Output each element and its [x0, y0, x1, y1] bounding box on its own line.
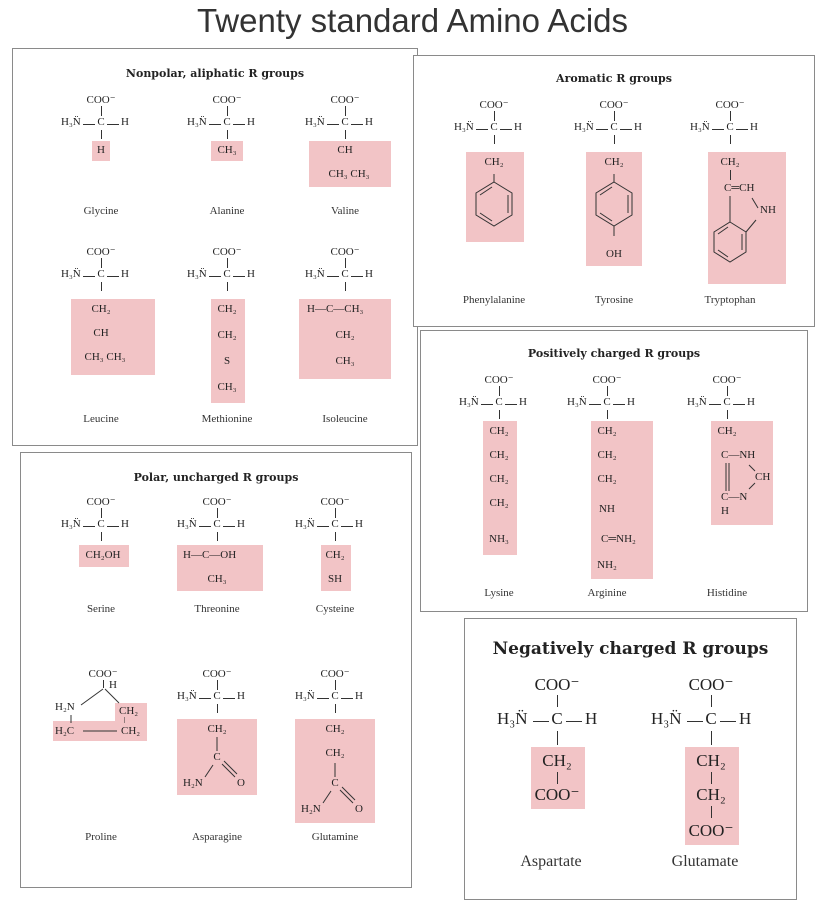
acid-name: Arginine	[587, 587, 627, 599]
carboxylate: COO⁻	[86, 246, 116, 258]
carboxylate: COO⁻	[212, 94, 242, 106]
r-group-atom: O	[237, 777, 245, 789]
alpha-hydrogen: H	[739, 709, 752, 728]
alpha-carbon: C	[223, 268, 231, 280]
carboxylate: COO⁻	[330, 94, 360, 106]
alpha-hydrogen: H	[109, 679, 117, 691]
r-group-atom: H₂N	[55, 701, 75, 713]
alpha-hydrogen: H	[519, 396, 527, 408]
r-group-atom: CH₂	[489, 473, 509, 485]
amino-acid-histidine	[667, 373, 787, 599]
r-group-atom: C═NH₂	[601, 533, 636, 545]
r-group-atom: C—N	[721, 491, 748, 503]
imidazole-ring	[723, 461, 763, 495]
acid-name: Asparagine	[191, 831, 243, 843]
carboxylate: COO⁻	[86, 496, 116, 508]
acid-name: Isoleucine	[322, 413, 368, 425]
r-group-atom: CH₂	[717, 425, 737, 437]
alpha-carbon: C	[213, 518, 221, 530]
r-group-atom: CH₂	[335, 329, 355, 341]
alpha-hydrogen: H	[237, 518, 245, 530]
amino-group: H₃N̈	[187, 116, 207, 128]
r-group-atom: CH₂	[217, 329, 237, 341]
r-group-atom: H₂N	[301, 803, 321, 815]
amino-group: H₃N̈	[295, 518, 315, 530]
alpha-carbon: C	[723, 396, 731, 408]
r-group-atom: CH₂	[325, 549, 345, 561]
r-group-atom: CH₂	[696, 751, 726, 770]
alpha-carbon: C	[610, 121, 618, 133]
r-group-atom: CH₂	[91, 303, 111, 315]
r-group-atom: CH₂	[489, 497, 509, 509]
amino-group: H₃N̈	[61, 518, 81, 530]
carboxylate: COO⁻	[688, 675, 734, 694]
alpha-carbon: C	[97, 268, 105, 280]
r-group-atom: CH₂	[489, 449, 509, 461]
r-group-atom: CH₃	[335, 355, 355, 367]
acid-name: Cysteine	[315, 603, 355, 615]
r-group-atom: C—NH	[721, 449, 756, 461]
amino-group: H₃N̈	[651, 709, 682, 728]
alpha-carbon: C	[341, 268, 349, 280]
alpha-hydrogen: H	[365, 268, 373, 280]
acid-name: Glutamine	[311, 831, 359, 843]
r-group-atom: C	[213, 751, 221, 763]
r-group-atom: CH₃	[217, 144, 237, 156]
acid-name: Valine	[330, 205, 360, 217]
carboxylate: COO⁻	[202, 668, 232, 680]
r-group-atom: S	[223, 355, 231, 367]
amino-group: H₃N̈	[305, 268, 325, 280]
alpha-carbon: C	[97, 518, 105, 530]
r-group-atom: CH₃	[217, 381, 237, 393]
r-group-atom: H—C—CH₃	[307, 303, 364, 315]
pyrrolidine-ring	[65, 685, 125, 735]
amino-group: H₃N̈	[295, 690, 315, 702]
alpha-carbon: C	[551, 709, 563, 728]
alpha-hydrogen: H	[747, 396, 755, 408]
r-group-atom: CH₃ CH₃	[84, 351, 126, 363]
acid-name: Proline	[85, 831, 117, 843]
alpha-hydrogen: H	[121, 268, 129, 280]
r-group-atom: CH₂	[597, 449, 617, 461]
r-group-atom: CH₂	[720, 156, 740, 168]
r-group-atom: OH	[606, 248, 622, 260]
amino-group: H₃N̈	[61, 116, 81, 128]
alpha-hydrogen: H	[121, 518, 129, 530]
alpha-carbon: C	[213, 690, 221, 702]
amino-group: H₃N̈	[61, 268, 81, 280]
r-group-atom: H	[721, 505, 729, 517]
amide-bonds	[315, 763, 359, 807]
r-group-atom: CH₂	[597, 425, 617, 437]
amino-acid-glutamine	[275, 667, 395, 857]
amino-acid-serine	[41, 495, 161, 685]
r-group-atom: CH₂	[325, 723, 345, 735]
carboxylate: COO⁻	[599, 99, 629, 111]
r-group-atom: CH	[337, 144, 353, 156]
r-group-atom: CH₂	[207, 723, 227, 735]
acid-name: Serine	[86, 603, 116, 615]
alpha-hydrogen: H	[585, 709, 598, 728]
amide-bonds	[197, 737, 241, 781]
page-title: Twenty standard Amino Acids	[196, 2, 629, 39]
amino-acid-glutamate	[625, 675, 785, 870]
r-group-atom: CH₂	[489, 425, 509, 437]
r-group-atom: COO⁻	[534, 785, 580, 804]
amino-acid-phenylalanine	[434, 98, 554, 306]
acid-name: Phenylalanine	[462, 294, 526, 306]
amino-group: H₃N̈	[177, 518, 197, 530]
r-group-atom: NH	[760, 204, 776, 216]
alpha-hydrogen: H	[247, 116, 255, 128]
r-group-atom: COO⁻	[688, 821, 734, 840]
amino-group: H₃N̈	[459, 396, 479, 408]
acid-name: Tryptophan	[704, 294, 756, 306]
amino-acid-proline	[41, 667, 161, 857]
alpha-hydrogen: H	[355, 518, 363, 530]
carboxylate: COO⁻	[715, 99, 745, 111]
alpha-hydrogen: H	[355, 690, 363, 702]
acid-name: Glutamate	[671, 853, 739, 870]
panel-negative	[464, 618, 797, 900]
r-group-atom: CH₂	[217, 303, 237, 315]
r-group-atom: H₂N	[183, 777, 203, 789]
r-group-atom: H	[97, 144, 105, 156]
amino-acid-leucine	[41, 245, 161, 435]
alpha-hydrogen: H	[627, 396, 635, 408]
amino-group: H₃N̈	[305, 116, 325, 128]
carboxylate: COO⁻	[86, 94, 116, 106]
amino-group: H₃N̈	[497, 709, 528, 728]
phenol-ring	[592, 174, 636, 248]
panel-title: Nonpolar, aliphatic R groups	[125, 67, 305, 80]
carboxylate: COO⁻	[202, 496, 232, 508]
r-group-atom: C═CH	[724, 182, 755, 194]
acid-name: Aspartate	[520, 853, 582, 870]
r-group-atom: C	[331, 777, 339, 789]
acid-name: Glycine	[83, 205, 119, 217]
amino-acid-tryptophan	[670, 98, 790, 306]
r-group-atom: SH	[327, 573, 343, 585]
panel-positive	[420, 330, 808, 612]
r-group-atom: CH₂	[597, 473, 617, 485]
amino-acid-threonine	[157, 495, 277, 685]
alpha-carbon: C	[726, 121, 734, 133]
amino-group: H₃N̈	[567, 396, 587, 408]
alpha-carbon: C	[331, 690, 339, 702]
r-group-atom: CH₂	[121, 725, 141, 737]
carboxylate: COO⁻	[320, 496, 350, 508]
panel-title: Positively charged R groups	[527, 347, 701, 360]
amino-acid-methionine	[167, 245, 287, 435]
r-group-atom: NH₃	[489, 533, 509, 545]
r-group-atom: H₂C	[55, 725, 75, 737]
carboxylate: COO⁻	[592, 374, 622, 386]
acid-name: Alanine	[209, 205, 245, 217]
carboxylate: COO⁻	[212, 246, 242, 258]
carboxylate: COO⁻	[88, 668, 118, 680]
acid-name: Tyrosine	[594, 294, 634, 306]
amino-acid-cysteine	[275, 495, 395, 685]
amino-group: H₃N̈	[687, 396, 707, 408]
r-group-atom: NH₂	[597, 559, 617, 571]
panel-title: Negatively charged R groups	[492, 639, 769, 659]
r-group-atom: CH₂	[604, 156, 624, 168]
r-group-highlight	[591, 421, 653, 579]
r-group-atom: CH₂	[325, 747, 345, 759]
acid-name: Leucine	[83, 413, 119, 425]
carboxylate: COO⁻	[320, 668, 350, 680]
r-group-atom: CH₂	[119, 705, 139, 717]
carboxylate: COO⁻	[330, 246, 360, 258]
r-group-highlight	[71, 299, 155, 375]
r-group-atom: CH₂	[542, 751, 572, 770]
amino-group: H₃N̈	[690, 121, 710, 133]
alpha-carbon: C	[341, 116, 349, 128]
amino-acid-isoleucine	[285, 245, 405, 435]
alpha-carbon: C	[705, 709, 717, 728]
acid-name: Histidine	[706, 587, 748, 599]
amino-acid-asparagine	[157, 667, 277, 857]
r-group-atom: CH	[755, 471, 771, 483]
acid-name: Lysine	[484, 587, 514, 599]
r-group-atom: O	[355, 803, 363, 815]
carboxylate: COO⁻	[712, 374, 742, 386]
r-group-atom: NH	[599, 503, 615, 515]
carboxylate: COO⁻	[534, 675, 580, 694]
panel-nonpolar	[12, 48, 418, 446]
alpha-carbon: C	[223, 116, 231, 128]
r-group-atom: CH₂OH	[85, 549, 121, 561]
panel-aromatic	[413, 55, 815, 327]
r-group-atom: CH₂	[484, 156, 504, 168]
panel-polar	[20, 452, 412, 888]
panel-title: Polar, uncharged R groups	[133, 471, 299, 484]
amino-acid-arginine	[547, 373, 667, 599]
alpha-hydrogen: H	[121, 116, 129, 128]
alpha-hydrogen: H	[750, 121, 758, 133]
amino-group: H₃N̈	[454, 121, 474, 133]
alpha-hydrogen: H	[634, 121, 642, 133]
amino-acid-aspartate	[471, 675, 631, 870]
alpha-hydrogen: H	[237, 690, 245, 702]
panel-title: Aromatic R groups	[556, 72, 672, 85]
amino-acid-tyrosine	[554, 98, 674, 306]
carboxylate: COO⁻	[479, 99, 509, 111]
alpha-carbon: C	[490, 121, 498, 133]
amino-acid-lysine	[439, 373, 559, 599]
amino-group: H₃N̈	[177, 690, 197, 702]
benzene-ring	[472, 174, 516, 234]
indole-ring	[712, 194, 772, 280]
r-group-atom: CH₃	[207, 573, 227, 585]
alpha-hydrogen: H	[365, 116, 373, 128]
alpha-carbon: C	[603, 396, 611, 408]
r-group-atom: H—C—OH	[183, 549, 237, 561]
alpha-hydrogen: H	[247, 268, 255, 280]
alpha-hydrogen: H	[514, 121, 522, 133]
acid-name: Threonine	[194, 603, 240, 615]
r-group-atom: CH₃ CH₃	[328, 168, 370, 180]
amino-group: H₃N̈	[574, 121, 594, 133]
amino-group: H₃N̈	[187, 268, 207, 280]
alpha-carbon: C	[331, 518, 339, 530]
acid-name: Methionine	[201, 413, 253, 425]
carboxylate: COO⁻	[484, 374, 514, 386]
alpha-carbon: C	[97, 116, 105, 128]
r-group-atom: CH	[93, 327, 109, 339]
alpha-carbon: C	[495, 396, 503, 408]
r-group-atom: CH₂	[696, 785, 726, 804]
